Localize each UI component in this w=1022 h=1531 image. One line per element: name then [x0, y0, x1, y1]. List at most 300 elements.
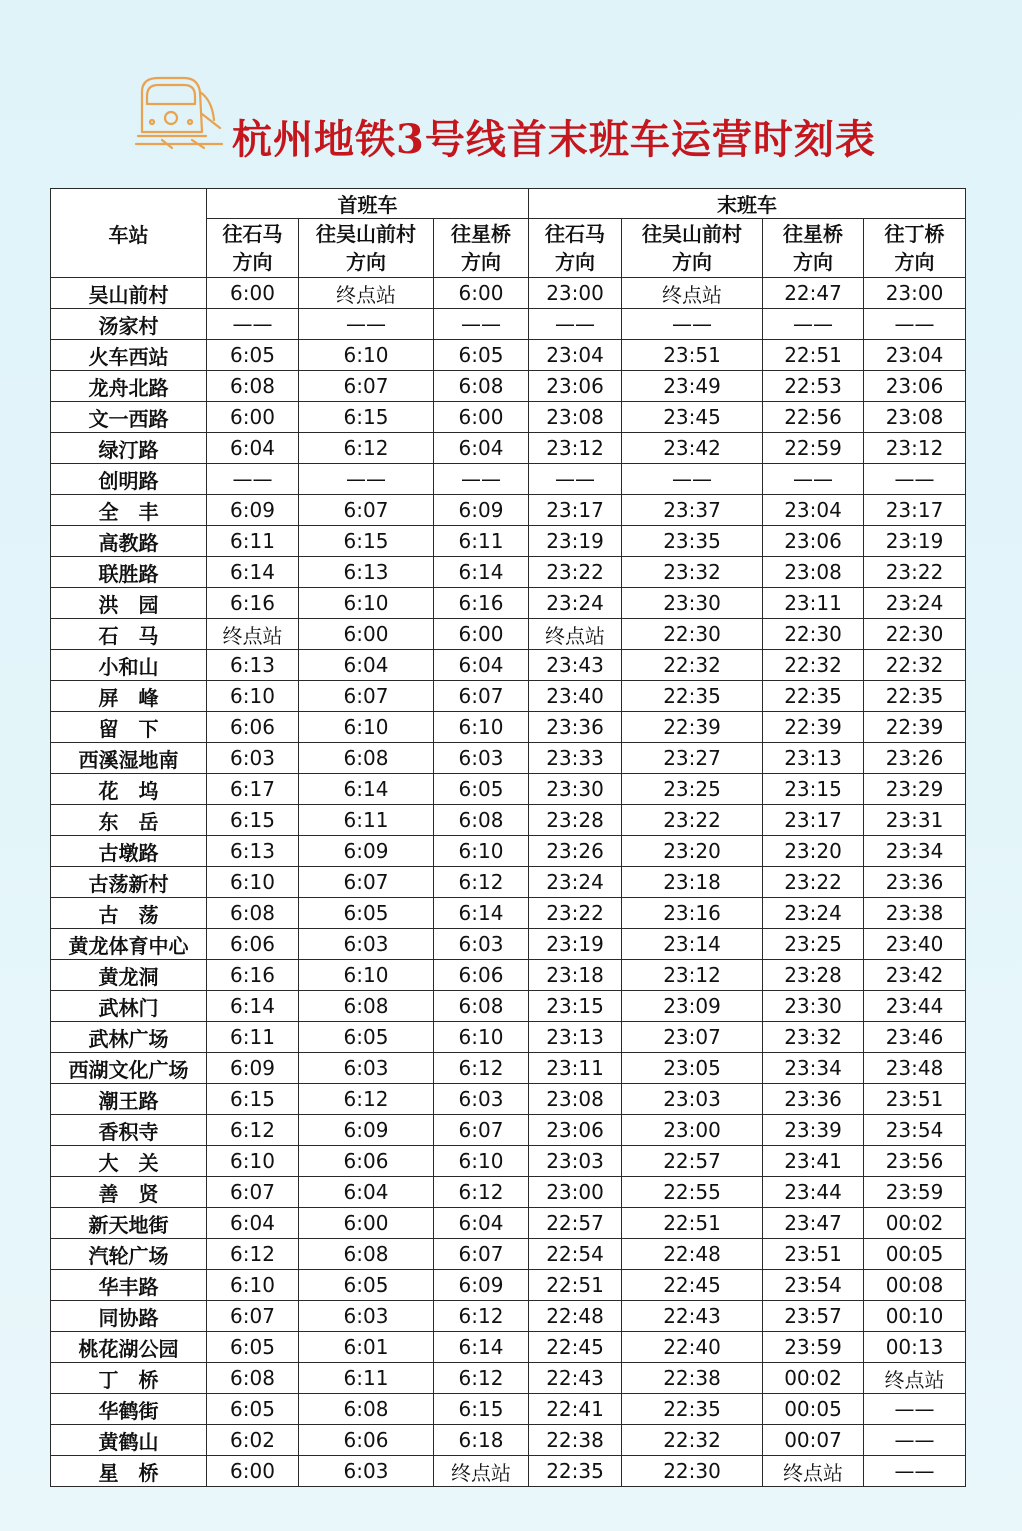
station-name: 武林门 [51, 991, 207, 1022]
time-cell: 6:16 [207, 588, 299, 619]
time-cell: 6:08 [434, 991, 529, 1022]
header-group-row [51, 189, 966, 219]
time-cell: 23:22 [529, 557, 622, 588]
time-cell: 6:06 [299, 1146, 434, 1177]
time-cell: 6:09 [207, 495, 299, 526]
time-cell: —— [864, 1394, 966, 1425]
time-cell: 6:08 [207, 1363, 299, 1394]
time-cell: 6:09 [207, 1053, 299, 1084]
time-cell: 6:14 [434, 1332, 529, 1363]
time-cell: 6:10 [299, 340, 434, 371]
time-cell: 6:08 [207, 898, 299, 929]
station-name: 西溪湿地南 [51, 743, 207, 774]
time-cell: 6:12 [434, 867, 529, 898]
time-cell: —— [864, 309, 966, 340]
time-cell: 22:48 [622, 1239, 763, 1270]
time-cell: 终点站 [207, 619, 299, 650]
time-cell: 23:22 [529, 898, 622, 929]
time-cell: 6:05 [207, 1332, 299, 1363]
time-cell: 6:04 [434, 433, 529, 464]
time-cell: 22:43 [622, 1301, 763, 1332]
time-cell: 23:19 [864, 526, 966, 557]
time-cell: —— [763, 309, 864, 340]
time-cell: 终点站 [864, 1363, 966, 1394]
table-row [51, 960, 966, 991]
time-cell: 23:11 [529, 1053, 622, 1084]
direction-header: 往星桥 方向 [434, 219, 529, 278]
time-cell: 23:13 [529, 1022, 622, 1053]
time-cell: 23:54 [763, 1270, 864, 1301]
time-cell: 6:04 [434, 650, 529, 681]
station-name: 黄龙体育中心 [51, 929, 207, 960]
time-cell: 6:14 [434, 898, 529, 929]
time-cell: 6:05 [434, 340, 529, 371]
table-row [51, 1177, 966, 1208]
time-cell: —— [299, 309, 434, 340]
time-cell: 00:13 [864, 1332, 966, 1363]
table-row [51, 433, 966, 464]
station-name: 留 下 [51, 712, 207, 743]
time-cell: 00:02 [864, 1208, 966, 1239]
time-cell: 6:08 [299, 991, 434, 1022]
time-cell: 22:32 [622, 1425, 763, 1456]
time-cell: 23:30 [622, 588, 763, 619]
time-cell: 23:59 [763, 1332, 864, 1363]
time-cell: 6:08 [434, 371, 529, 402]
table-row [51, 681, 966, 712]
time-cell: 6:10 [207, 681, 299, 712]
time-cell: 22:53 [763, 371, 864, 402]
time-cell: 23:14 [622, 929, 763, 960]
time-cell: 23:03 [622, 1084, 763, 1115]
time-cell: 6:03 [299, 1456, 434, 1487]
table-row [51, 278, 966, 309]
time-cell: 22:35 [864, 681, 966, 712]
time-cell: 6:03 [299, 1301, 434, 1332]
table-row [51, 1022, 966, 1053]
direction-header: 往丁桥 方向 [864, 219, 966, 278]
station-name: 创明路 [51, 464, 207, 495]
timetable-body [51, 278, 966, 1487]
time-cell: 23:24 [763, 898, 864, 929]
table-row [51, 1363, 966, 1394]
station-name: 桃花湖公园 [51, 1332, 207, 1363]
time-cell: 6:00 [207, 402, 299, 433]
time-cell: 6:10 [207, 1270, 299, 1301]
time-cell: 23:00 [529, 278, 622, 309]
time-cell: 23:46 [864, 1022, 966, 1053]
time-cell: 23:17 [529, 495, 622, 526]
time-cell: 6:05 [299, 1022, 434, 1053]
last-train-header: 末班车 [529, 189, 966, 219]
time-cell: 00:05 [864, 1239, 966, 1270]
time-cell: 6:06 [434, 960, 529, 991]
station-name: 花 坞 [51, 774, 207, 805]
timetable [50, 188, 966, 1487]
time-cell: 23:34 [763, 1053, 864, 1084]
time-cell: 23:43 [529, 650, 622, 681]
time-cell: 6:13 [207, 836, 299, 867]
time-cell: 23:06 [529, 1115, 622, 1146]
station-name: 丁 桥 [51, 1363, 207, 1394]
time-cell: 22:51 [622, 1208, 763, 1239]
station-name: 古 荡 [51, 898, 207, 929]
first-train-header: 首班车 [207, 189, 529, 219]
time-cell: 23:05 [622, 1053, 763, 1084]
time-cell: 6:02 [207, 1425, 299, 1456]
time-cell: 6:09 [434, 1270, 529, 1301]
time-cell: 22:45 [622, 1270, 763, 1301]
station-name: 屏 峰 [51, 681, 207, 712]
time-cell: 6:15 [299, 526, 434, 557]
time-cell: 6:04 [207, 433, 299, 464]
table-row [51, 898, 966, 929]
time-cell: 23:24 [529, 867, 622, 898]
time-cell: 6:16 [207, 960, 299, 991]
time-cell: 23:30 [529, 774, 622, 805]
table-row [51, 1332, 966, 1363]
time-cell: 6:15 [207, 1084, 299, 1115]
time-cell: 6:14 [299, 774, 434, 805]
time-cell: 23:06 [529, 371, 622, 402]
time-cell: 22:39 [864, 712, 966, 743]
time-cell: 23:09 [622, 991, 763, 1022]
station-name: 香积寺 [51, 1115, 207, 1146]
direction-header: 往石马 方向 [529, 219, 622, 278]
time-cell: 6:08 [299, 1394, 434, 1425]
time-cell: 00:05 [763, 1394, 864, 1425]
time-cell: 23:16 [622, 898, 763, 929]
time-cell: 22:30 [622, 619, 763, 650]
time-cell: —— [864, 1425, 966, 1456]
time-cell: 6:15 [207, 805, 299, 836]
table-row [51, 1270, 966, 1301]
time-cell: 23:36 [864, 867, 966, 898]
time-cell: 22:45 [529, 1332, 622, 1363]
time-cell: 22:32 [864, 650, 966, 681]
table-row [51, 340, 966, 371]
time-cell: 23:22 [763, 867, 864, 898]
time-cell: —— [529, 464, 622, 495]
time-cell: 23:36 [529, 712, 622, 743]
time-cell: 6:13 [207, 650, 299, 681]
time-cell: 6:00 [207, 278, 299, 309]
time-cell: 23:00 [864, 278, 966, 309]
station-name: 善 贤 [51, 1177, 207, 1208]
time-cell: 6:03 [434, 743, 529, 774]
time-cell: 23:08 [864, 402, 966, 433]
time-cell: 6:09 [299, 1115, 434, 1146]
time-cell: 23:19 [529, 526, 622, 557]
station-name: 武林广场 [51, 1022, 207, 1053]
time-cell: 6:05 [434, 774, 529, 805]
time-cell: 23:12 [864, 433, 966, 464]
time-cell: 23:00 [622, 1115, 763, 1146]
time-cell: —— [434, 464, 529, 495]
time-cell: 6:10 [434, 836, 529, 867]
time-cell: 6:10 [207, 1146, 299, 1177]
table-row [51, 1146, 966, 1177]
time-cell: 22:47 [763, 278, 864, 309]
time-cell: 23:07 [622, 1022, 763, 1053]
time-cell: 6:15 [434, 1394, 529, 1425]
station-name: 吴山前村 [51, 278, 207, 309]
time-cell: 6:04 [434, 1208, 529, 1239]
time-cell: 6:09 [434, 495, 529, 526]
time-cell: 23:49 [622, 371, 763, 402]
table-row [51, 867, 966, 898]
time-cell: 6:12 [434, 1363, 529, 1394]
time-cell: 6:00 [299, 1208, 434, 1239]
time-cell: 23:31 [864, 805, 966, 836]
time-cell: 23:34 [864, 836, 966, 867]
time-cell: 6:12 [299, 1084, 434, 1115]
time-cell: 6:03 [434, 1084, 529, 1115]
time-cell: 6:08 [299, 1239, 434, 1270]
time-cell: 6:05 [207, 340, 299, 371]
time-cell: 6:00 [434, 278, 529, 309]
time-cell: 6:03 [299, 929, 434, 960]
table-row [51, 495, 966, 526]
time-cell: 6:00 [434, 619, 529, 650]
table-row [51, 650, 966, 681]
time-cell: 23:54 [864, 1115, 966, 1146]
time-cell: 6:05 [299, 1270, 434, 1301]
direction-header: 往石马 方向 [207, 219, 299, 278]
time-cell: 23:17 [763, 805, 864, 836]
time-cell: —— [529, 309, 622, 340]
time-cell: 6:10 [434, 712, 529, 743]
station-name: 汤家村 [51, 309, 207, 340]
time-cell: 22:30 [763, 619, 864, 650]
time-cell: —— [622, 309, 763, 340]
time-cell: 6:00 [299, 619, 434, 650]
time-cell: 6:00 [434, 402, 529, 433]
table-row [51, 1208, 966, 1239]
time-cell: 6:16 [434, 588, 529, 619]
station-name: 黄龙洞 [51, 960, 207, 991]
table-row [51, 929, 966, 960]
station-name: 大 关 [51, 1146, 207, 1177]
time-cell: 22:32 [622, 650, 763, 681]
time-cell: 00:08 [864, 1270, 966, 1301]
time-cell: 22:54 [529, 1239, 622, 1270]
time-cell: 6:11 [299, 805, 434, 836]
time-cell: —— [207, 309, 299, 340]
time-cell: 6:07 [299, 867, 434, 898]
station-name: 西湖文化广场 [51, 1053, 207, 1084]
station-name: 火车西站 [51, 340, 207, 371]
time-cell: 22:41 [529, 1394, 622, 1425]
time-cell: 23:59 [864, 1177, 966, 1208]
page-header [0, 60, 1022, 170]
time-cell: —— [763, 464, 864, 495]
time-cell: 6:08 [434, 805, 529, 836]
time-cell: 23:35 [622, 526, 763, 557]
table-row [51, 1394, 966, 1425]
time-cell: 6:14 [207, 991, 299, 1022]
time-cell: 终点站 [622, 278, 763, 309]
time-cell: 22:35 [622, 681, 763, 712]
table-row [51, 402, 966, 433]
time-cell: 23:26 [864, 743, 966, 774]
time-cell: 23:04 [864, 340, 966, 371]
time-cell: 23:42 [864, 960, 966, 991]
time-cell: 23:06 [864, 371, 966, 402]
time-cell: 00:10 [864, 1301, 966, 1332]
table-row [51, 1239, 966, 1270]
time-cell: 22:35 [529, 1456, 622, 1487]
station-name: 东 岳 [51, 805, 207, 836]
time-cell: 22:30 [622, 1456, 763, 1487]
station-column-header: 车站 [51, 189, 207, 278]
time-cell: 23:40 [529, 681, 622, 712]
time-cell: 6:12 [207, 1115, 299, 1146]
time-cell: 23:51 [622, 340, 763, 371]
time-cell: 23:33 [529, 743, 622, 774]
time-cell: 22:51 [763, 340, 864, 371]
time-cell: 6:14 [434, 557, 529, 588]
station-name: 华鹤街 [51, 1394, 207, 1425]
time-cell: 23:32 [763, 1022, 864, 1053]
time-cell: 23:08 [763, 557, 864, 588]
time-cell: 23:03 [529, 1146, 622, 1177]
time-cell: 22:56 [763, 402, 864, 433]
time-cell: 23:06 [763, 526, 864, 557]
direction-header: 往吴山前村 方向 [622, 219, 763, 278]
time-cell: 6:06 [299, 1425, 434, 1456]
time-cell: 22:38 [529, 1425, 622, 1456]
time-cell: 6:18 [434, 1425, 529, 1456]
time-cell: 6:14 [207, 557, 299, 588]
time-cell: 6:06 [207, 929, 299, 960]
time-cell: 23:38 [864, 898, 966, 929]
time-cell: 终点站 [299, 278, 434, 309]
table-row [51, 1053, 966, 1084]
time-cell: 6:04 [299, 650, 434, 681]
time-cell: 22:39 [622, 712, 763, 743]
time-cell: 6:10 [299, 712, 434, 743]
table-row [51, 1456, 966, 1487]
time-cell: 终点站 [529, 619, 622, 650]
station-name: 新天地街 [51, 1208, 207, 1239]
station-name: 石 马 [51, 619, 207, 650]
time-cell: 23:44 [864, 991, 966, 1022]
time-cell: 23:45 [622, 402, 763, 433]
metro-train-icon [132, 70, 224, 150]
time-cell: 6:15 [299, 402, 434, 433]
station-name: 全 丰 [51, 495, 207, 526]
table-row [51, 464, 966, 495]
time-cell: 6:11 [434, 526, 529, 557]
time-cell: 6:11 [299, 1363, 434, 1394]
time-cell: 终点站 [434, 1456, 529, 1487]
time-cell: 6:03 [434, 929, 529, 960]
time-cell: 6:00 [207, 1456, 299, 1487]
time-cell: 23:11 [763, 588, 864, 619]
time-cell: 6:05 [299, 898, 434, 929]
station-name: 华丰路 [51, 1270, 207, 1301]
time-cell: 22:30 [864, 619, 966, 650]
time-cell: 23:24 [864, 588, 966, 619]
time-cell: 6:10 [434, 1022, 529, 1053]
station-name: 文一西路 [51, 402, 207, 433]
station-name: 龙舟北路 [51, 371, 207, 402]
time-cell: 22:59 [763, 433, 864, 464]
time-cell: 23:32 [622, 557, 763, 588]
time-cell: 23:24 [529, 588, 622, 619]
page-title: 杭州地铁3号线首末班车运营时刻表 [232, 116, 876, 163]
time-cell: 22:38 [622, 1363, 763, 1394]
station-name: 汽轮广场 [51, 1239, 207, 1270]
time-cell: 6:06 [207, 712, 299, 743]
time-cell: 23:15 [529, 991, 622, 1022]
time-cell: 00:07 [763, 1425, 864, 1456]
time-cell: 6:10 [207, 867, 299, 898]
time-cell: 6:12 [207, 1239, 299, 1270]
time-cell: 23:51 [864, 1084, 966, 1115]
time-cell: 23:20 [763, 836, 864, 867]
time-cell: 23:25 [763, 929, 864, 960]
time-cell: 00:02 [763, 1363, 864, 1394]
time-cell: 6:12 [434, 1053, 529, 1084]
time-cell: 23:22 [864, 557, 966, 588]
time-cell: 6:09 [299, 836, 434, 867]
time-cell: 6:12 [299, 433, 434, 464]
time-cell: 22:43 [529, 1363, 622, 1394]
time-cell: 22:57 [622, 1146, 763, 1177]
time-cell: 23:28 [529, 805, 622, 836]
station-name: 同协路 [51, 1301, 207, 1332]
time-cell: 6:07 [434, 1239, 529, 1270]
time-cell: 6:07 [434, 681, 529, 712]
time-cell: 23:39 [763, 1115, 864, 1146]
time-cell: 6:12 [434, 1177, 529, 1208]
station-name: 星 桥 [51, 1456, 207, 1487]
time-cell: —— [864, 464, 966, 495]
table-row [51, 1084, 966, 1115]
table-row [51, 1425, 966, 1456]
time-cell: 6:10 [434, 1146, 529, 1177]
time-cell: 6:03 [207, 743, 299, 774]
time-cell: 6:10 [299, 588, 434, 619]
time-cell: 23:30 [763, 991, 864, 1022]
time-cell: 6:17 [207, 774, 299, 805]
time-cell: 6:07 [299, 371, 434, 402]
time-cell: 终点站 [763, 1456, 864, 1487]
time-cell: 23:41 [763, 1146, 864, 1177]
time-cell: —— [434, 309, 529, 340]
station-name: 小和山 [51, 650, 207, 681]
time-cell: —— [864, 1456, 966, 1487]
time-cell: 6:07 [299, 495, 434, 526]
time-cell: 23:04 [529, 340, 622, 371]
time-cell: 22:51 [529, 1270, 622, 1301]
station-name: 潮王路 [51, 1084, 207, 1115]
time-cell: 23:17 [864, 495, 966, 526]
station-name: 黄鹤山 [51, 1425, 207, 1456]
time-cell: 23:25 [622, 774, 763, 805]
time-cell: 6:11 [207, 1022, 299, 1053]
time-cell: 6:01 [299, 1332, 434, 1363]
time-cell: 23:12 [529, 433, 622, 464]
time-cell: —— [622, 464, 763, 495]
time-cell: 23:22 [622, 805, 763, 836]
time-cell: 23:26 [529, 836, 622, 867]
station-name: 高教路 [51, 526, 207, 557]
time-cell: 22:57 [529, 1208, 622, 1239]
station-name: 绿汀路 [51, 433, 207, 464]
